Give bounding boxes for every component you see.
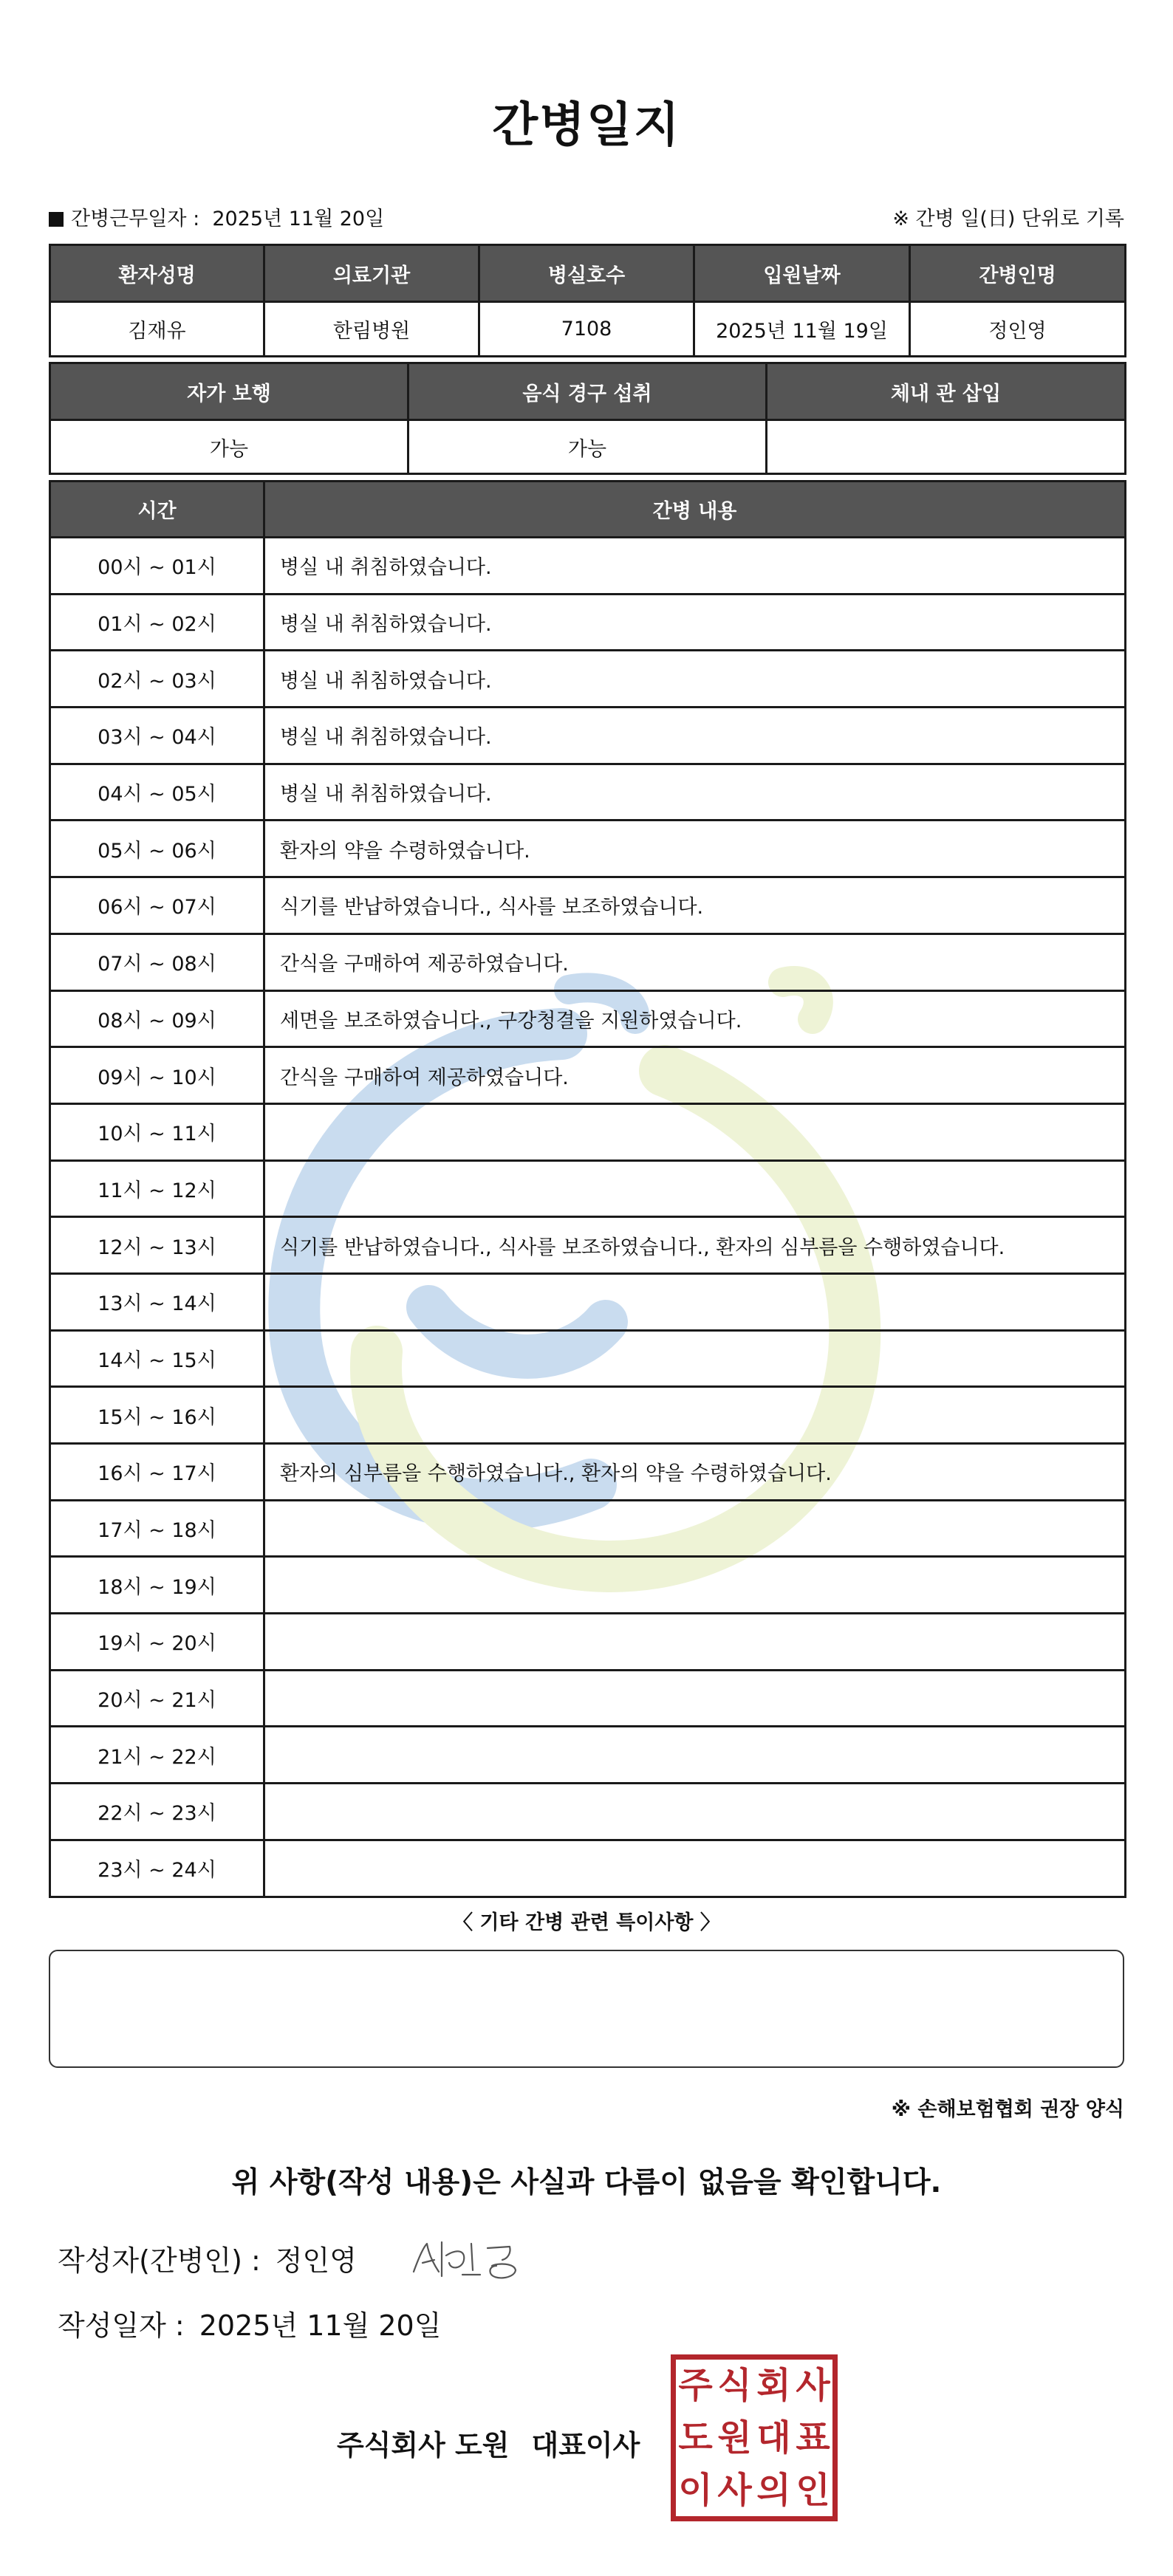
notes-title: 〈 기타 간병 관련 특이사항 〉 [453, 1911, 720, 1934]
notes-box [49, 1950, 1124, 2068]
log-content-cell: 세면을 보조하였습니다., 구강청결을 지원하였습니다. [264, 990, 1126, 1047]
confirm-text: 위 사항(작성 내용)은 사실과 다름이 없음을 확인합니다. [231, 2166, 942, 2199]
log-content-cell: 병실 내 취침하였습니다. [264, 594, 1126, 651]
log-time-cell: 19시 ~ 20시 [50, 1614, 264, 1671]
header-self-walking: 자가 보행 [50, 363, 408, 420]
log-time-cell: 18시 ~ 19시 [50, 1557, 264, 1614]
table-row [50, 1103, 1126, 1160]
table-row [50, 821, 1126, 877]
table-row [50, 934, 1126, 990]
work-date [49, 202, 384, 231]
writer-line [58, 2238, 357, 2278]
log-content-cell [264, 1500, 1126, 1557]
log-time-cell: 16시 ~ 17시 [50, 1444, 264, 1501]
header-oral-intake: 음식 경구 섭취 [408, 363, 767, 420]
room-number-value: 7108 [479, 302, 694, 357]
seal-glyph: 사 [717, 2469, 752, 2511]
log-content-cell [264, 1727, 1126, 1784]
header-care-content: 간병 내용 [264, 482, 1126, 538]
log-time-cell: 22시 ~ 23시 [50, 1784, 264, 1840]
log-time-cell: 13시 ~ 14시 [50, 1273, 264, 1330]
table-row [50, 594, 1126, 651]
table-row [50, 877, 1126, 934]
log-time-cell: 10시 ~ 11시 [50, 1103, 264, 1160]
patient-header-row [50, 245, 1126, 302]
log-content-cell [264, 1614, 1126, 1671]
table-row [50, 1330, 1126, 1387]
writer-name: 정인영 [275, 2244, 357, 2277]
log-content-cell: 병실 내 취침하였습니다. [264, 764, 1126, 821]
table-row [50, 538, 1126, 595]
log-time-cell: 20시 ~ 21시 [50, 1670, 264, 1727]
log-content-cell: 식기를 반납하였습니다., 식사를 보조하였습니다. [264, 877, 1126, 934]
header-caregiver-name: 간병인명 [910, 245, 1126, 302]
seal-glyph: 사 [796, 2365, 830, 2407]
square-bullet-icon [49, 212, 64, 227]
log-content-cell [264, 1103, 1126, 1160]
seal-glyph: 주 [678, 2365, 713, 2407]
log-content-cell [264, 1840, 1126, 1897]
log-time-cell: 08시 ~ 09시 [50, 990, 264, 1047]
patient-value-row [50, 302, 1126, 357]
company-line [337, 2422, 640, 2463]
header-hospital: 의료기관 [264, 245, 479, 302]
log-time-cell: 14시 ~ 15시 [50, 1330, 264, 1387]
recommend-note: ※ 손해보험협회 권장 양식 [891, 2098, 1124, 2121]
page-title: 간병일지 [492, 98, 681, 153]
table-row [50, 651, 1126, 708]
ability-value-row [50, 420, 1126, 474]
ability-header-row [50, 363, 1126, 420]
seal-glyph: 이 [678, 2469, 713, 2511]
log-time-cell: 00시 ~ 01시 [50, 538, 264, 595]
log-time-cell: 02시 ~ 03시 [50, 651, 264, 708]
log-time-cell: 04시 ~ 05시 [50, 764, 264, 821]
seal-glyph: 대 [756, 2416, 791, 2459]
table-row [50, 1387, 1126, 1444]
log-time-cell: 23시 ~ 24시 [50, 1840, 264, 1897]
table-row [50, 1273, 1126, 1330]
hospital-value: 한림병원 [264, 302, 479, 357]
table-row [50, 1217, 1126, 1274]
patient-name-value: 김재유 [50, 302, 264, 357]
seal-glyph: 식 [717, 2365, 752, 2407]
seal-glyph: 회 [756, 2365, 791, 2407]
table-row [50, 1444, 1126, 1501]
table-row [50, 1670, 1126, 1727]
seal-glyph: 인 [796, 2469, 830, 2511]
table-row [50, 1784, 1126, 1840]
log-content-cell [264, 1273, 1126, 1330]
company-seal-stamp [671, 2354, 838, 2521]
handwritten-signature [406, 2233, 524, 2285]
seal-glyph: 의 [756, 2469, 791, 2511]
log-time-cell: 07시 ~ 08시 [50, 934, 264, 990]
log-content-cell: 병실 내 취침하였습니다. [264, 708, 1126, 764]
log-content-cell: 병실 내 취침하였습니다. [264, 651, 1126, 708]
patient-info-table [49, 244, 1126, 357]
log-content-cell: 병실 내 취침하였습니다. [264, 538, 1126, 595]
caregiver-name-value: 정인영 [910, 302, 1126, 357]
table-row [50, 1557, 1126, 1614]
header-room-number: 병실호수 [479, 245, 694, 302]
header-time: 시간 [50, 482, 264, 538]
log-time-cell: 21시 ~ 22시 [50, 1727, 264, 1784]
ceo-title: 대표이사 [531, 2429, 640, 2462]
table-row [50, 1160, 1126, 1217]
table-row [50, 1047, 1126, 1104]
tube-insertion-value [767, 420, 1126, 474]
work-date-label: 간병근무일자 : [71, 208, 200, 230]
header-tube-insertion: 체내 관 삽입 [767, 363, 1126, 420]
self-walking-value: 가능 [50, 420, 408, 474]
log-content-cell: 식기를 반납하였습니다., 식사를 보조하였습니다., 환자의 심부름을 수행하였습니다. [264, 1217, 1126, 1274]
seal-glyph: 원 [717, 2416, 752, 2459]
log-time-cell: 03시 ~ 04시 [50, 708, 264, 764]
log-time-cell: 05시 ~ 06시 [50, 821, 264, 877]
work-date-value: 2025년 11월 20일 [212, 208, 385, 230]
log-content-cell [264, 1160, 1126, 1217]
log-header-row [50, 482, 1126, 538]
log-time-cell: 01시 ~ 02시 [50, 594, 264, 651]
admission-date-value: 2025년 11월 19일 [694, 302, 910, 357]
table-row [50, 1727, 1126, 1784]
oral-intake-value: 가능 [408, 420, 767, 474]
table-row [50, 708, 1126, 764]
table-row [50, 990, 1126, 1047]
seal-glyph: 도 [678, 2416, 713, 2459]
log-content-cell: 환자의 약을 수령하였습니다. [264, 821, 1126, 877]
ability-table [49, 362, 1126, 475]
date-value: 2025년 11월 20일 [199, 2309, 442, 2342]
writer-label: 작성자(간병인) : [58, 2244, 261, 2277]
table-row [50, 1614, 1126, 1671]
written-date-line [58, 2303, 441, 2343]
log-content-cell: 환자의 심부름을 수행하였습니다., 환자의 약을 수령하였습니다. [264, 1444, 1126, 1501]
date-label: 작성일자 : [58, 2309, 185, 2342]
table-row [50, 1500, 1126, 1557]
log-content-cell [264, 1387, 1126, 1444]
log-time-cell: 11시 ~ 12시 [50, 1160, 264, 1217]
table-row [50, 764, 1126, 821]
header-patient-name: 환자성명 [50, 245, 264, 302]
log-content-cell: 간식을 구매하여 제공하였습니다. [264, 1047, 1126, 1104]
care-log-table [49, 480, 1126, 1898]
log-time-cell: 15시 ~ 16시 [50, 1387, 264, 1444]
log-content-cell: 간식을 구매하여 제공하였습니다. [264, 934, 1126, 990]
company-name: 주식회사 도원 [337, 2429, 510, 2462]
header-admission-date: 입원날짜 [694, 245, 910, 302]
log-content-cell [264, 1557, 1126, 1614]
log-time-cell: 09시 ~ 10시 [50, 1047, 264, 1104]
log-content-cell [264, 1670, 1126, 1727]
seal-glyph: 표 [796, 2416, 830, 2459]
log-time-cell: 06시 ~ 07시 [50, 877, 264, 934]
log-time-cell: 12시 ~ 13시 [50, 1217, 264, 1274]
table-row [50, 1840, 1126, 1897]
log-content-cell [264, 1330, 1126, 1387]
unit-note: ※ 간병 일(日) 단위로 기록 [892, 208, 1124, 230]
log-content-cell [264, 1784, 1126, 1840]
log-time-cell: 17시 ~ 18시 [50, 1500, 264, 1557]
